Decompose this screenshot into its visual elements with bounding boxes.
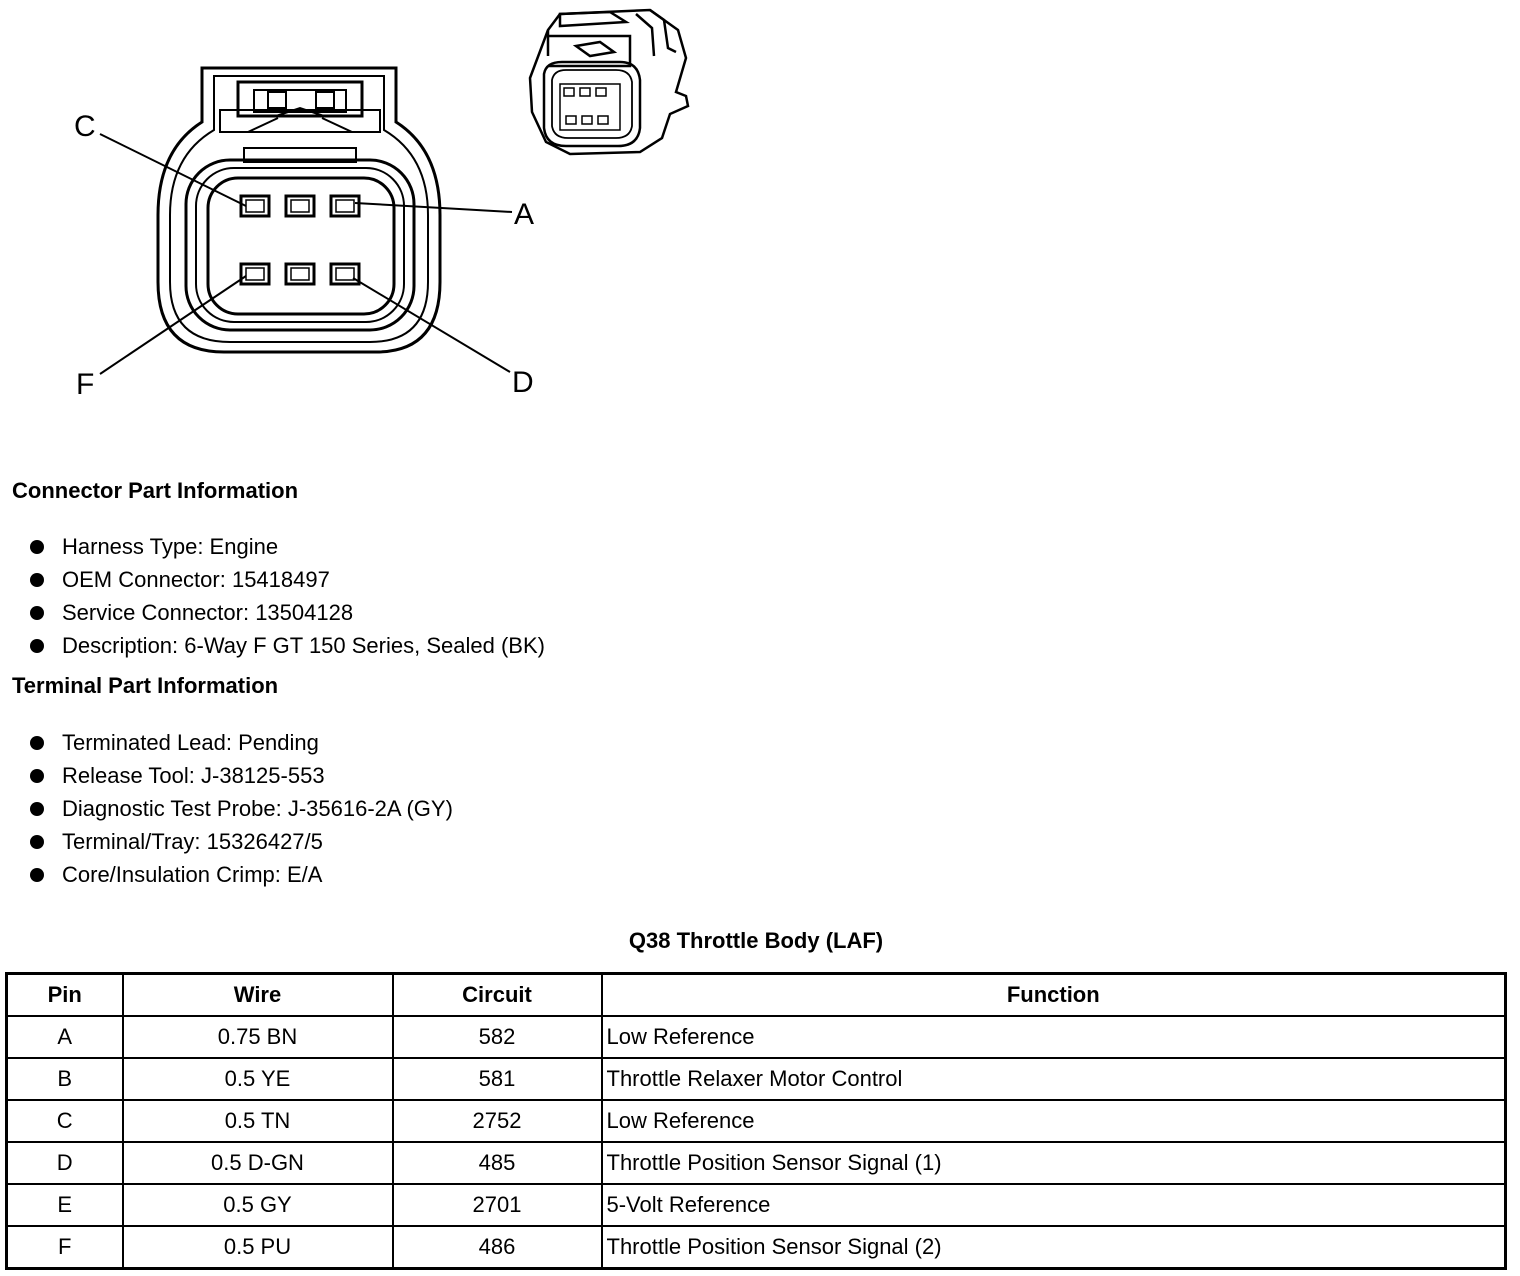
pin-label-d: D bbox=[512, 366, 534, 399]
cell-wire: 0.5 TN bbox=[123, 1100, 393, 1142]
header-function: Function bbox=[602, 974, 1506, 1017]
list-item: OEM Connector: 15418497 bbox=[30, 563, 545, 596]
cell-wire: 0.75 BN bbox=[123, 1016, 393, 1058]
bullet-icon bbox=[30, 606, 44, 620]
cell-pin: E bbox=[7, 1184, 123, 1226]
cell-function: Throttle Position Sensor Signal (2) bbox=[602, 1226, 1506, 1269]
cell-pin: A bbox=[7, 1016, 123, 1058]
cavity-b bbox=[286, 196, 314, 216]
cell-function: Throttle Relaxer Motor Control bbox=[602, 1058, 1506, 1100]
cavity-e bbox=[286, 264, 314, 284]
header-pin: Pin bbox=[7, 974, 123, 1017]
list-item: Harness Type: Engine bbox=[30, 530, 545, 563]
terminal-info-title: Terminal Part Information bbox=[12, 673, 279, 698]
table-row bbox=[7, 1058, 1506, 1100]
header-circuit: Circuit bbox=[393, 974, 602, 1017]
list-item: Release Tool: J-38125-553 bbox=[30, 759, 453, 792]
connector-info-list bbox=[30, 530, 545, 662]
list-item: Terminal/Tray: 15326427/5 bbox=[30, 825, 453, 858]
bullet-icon bbox=[30, 835, 44, 849]
table-row bbox=[7, 1016, 1506, 1058]
header-wire: Wire bbox=[123, 974, 393, 1017]
cell-circuit: 485 bbox=[393, 1142, 602, 1184]
cell-pin: B bbox=[7, 1058, 123, 1100]
list-item: Description: 6-Way F GT 150 Series, Sealed (BK) bbox=[30, 629, 545, 662]
table-row bbox=[7, 1142, 1506, 1184]
cell-pin: C bbox=[7, 1100, 123, 1142]
connector-info-title: Connector Part Information bbox=[12, 478, 299, 503]
cavity-f bbox=[241, 264, 269, 284]
cell-function: 5-Volt Reference bbox=[602, 1184, 1506, 1226]
bullet-icon bbox=[30, 639, 44, 653]
list-item: Diagnostic Test Probe: J-35616-2A (GY) bbox=[30, 792, 453, 825]
cell-function: Low Reference bbox=[602, 1100, 1506, 1142]
cell-wire: 0.5 GY bbox=[123, 1184, 393, 1226]
bullet-icon bbox=[30, 802, 44, 816]
cell-circuit: 2752 bbox=[393, 1100, 602, 1142]
connector-diagram bbox=[0, 0, 720, 420]
cell-circuit: 581 bbox=[393, 1058, 602, 1100]
table-row bbox=[7, 1100, 1506, 1142]
cell-wire: 0.5 YE bbox=[123, 1058, 393, 1100]
table-header-row bbox=[7, 974, 1506, 1017]
cell-circuit: 582 bbox=[393, 1016, 602, 1058]
table-row bbox=[7, 1226, 1506, 1269]
cell-function: Low Reference bbox=[602, 1016, 1506, 1058]
bullet-icon bbox=[30, 868, 44, 882]
pinout-table bbox=[5, 972, 1507, 1270]
bullet-icon bbox=[30, 573, 44, 587]
cavity-d bbox=[331, 264, 359, 284]
leader-lines bbox=[100, 134, 512, 374]
connector-3d-view bbox=[530, 10, 688, 154]
cell-function: Throttle Position Sensor Signal (1) bbox=[602, 1142, 1506, 1184]
pin-label-a: A bbox=[514, 198, 535, 231]
list-item: Core/Insulation Crimp: E/A bbox=[30, 858, 453, 891]
cell-circuit: 2701 bbox=[393, 1184, 602, 1226]
cell-wire: 0.5 PU bbox=[123, 1226, 393, 1269]
pin-label-c: C bbox=[74, 110, 96, 143]
bullet-icon bbox=[30, 769, 44, 783]
cavity-a bbox=[331, 196, 359, 216]
list-item: Terminated Lead: Pending bbox=[30, 726, 453, 759]
terminal-info-list bbox=[30, 726, 453, 891]
bullet-icon bbox=[30, 540, 44, 554]
bullet-icon bbox=[30, 736, 44, 750]
pin-label-f: F bbox=[76, 368, 95, 401]
list-item: Service Connector: 13504128 bbox=[30, 596, 545, 629]
cell-wire: 0.5 D-GN bbox=[123, 1142, 393, 1184]
cell-circuit: 486 bbox=[393, 1226, 602, 1269]
table-title: Q38 Throttle Body (LAF) bbox=[628, 928, 884, 953]
table-row bbox=[7, 1184, 1506, 1226]
cell-pin: F bbox=[7, 1226, 123, 1269]
cell-pin: D bbox=[7, 1142, 123, 1184]
